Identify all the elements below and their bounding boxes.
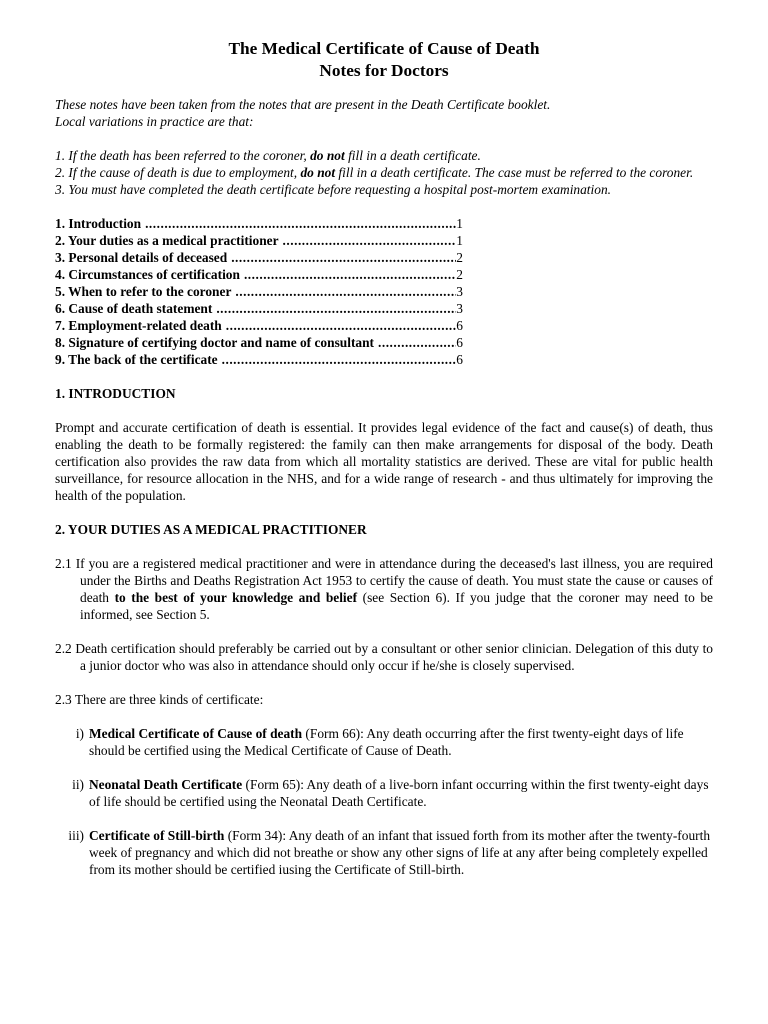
paragraph-2-2: 2.2 Death certification should preferably be carried out by a consultant or other senior clinician. Delegation of this duty to a junior doctor who was also in attendance should only occur if he/she is closely supervised.: [55, 641, 713, 673]
list-marker-text: iii): [68, 828, 84, 843]
toc-leader-dots: [216, 300, 456, 317]
certificate-kind-name: Medical Certificate of Cause of death: [89, 726, 303, 741]
toc-entry-employment[interactable]: [55, 317, 463, 334]
paragraph-2-3: 2.3 There are three kinds of certificate:: [55, 692, 264, 707]
toc-leader-dots: [145, 215, 456, 232]
table-of-contents: [55, 215, 463, 368]
notes-item-3: 3. You must have completed the death certificate before requesting a hospital post-mortem examination.: [55, 182, 611, 197]
toc-leader-dots: [226, 317, 457, 334]
notes-item-1-text-a: 1. If the death has been referred to the coroner,: [55, 148, 311, 163]
paragraph-2-1-text-c: (see Section 6). If you judge that the coroner may need to be informed, see Section 5.: [80, 590, 713, 622]
toc-entry-duties[interactable]: [55, 232, 463, 249]
certificate-kind-name: Neonatal Death Certificate: [89, 777, 243, 792]
notes-line-1: These notes have been taken from the notes that are present in the Death Certificate booklet.: [55, 97, 551, 112]
certificate-kind-still-birth: [55, 827, 713, 878]
notes-item-2-emphasis: do not: [300, 165, 336, 180]
section-1-body: Prompt and accurate certification of death is essential. It provides legal evidence of the fact and cause(s) of death, thus enabling the death to be formally registered: the family can then make arrangements for disposal of the body. Death certification also provides the raw data from which all mortality statistics are derived. These are vital for public health surveillance, for resource allocation in the NHS, and for a wide range of research - and thus ultimately for improving the health of the population.: [55, 420, 713, 503]
notes-item-1: [55, 147, 713, 164]
certificate-kind-description: (Form 66): Any death occurring after the first twenty-eight days of life should be certified using the Medical Certificate of Cause of Death.: [89, 726, 684, 758]
toc-page-number: 2: [456, 250, 463, 265]
paragraph-2-1: [55, 555, 713, 623]
certificate-kind-description: (Form 34): Any death of an infant that issued forth from its mother after the twenty-fourth week of pregnancy and which did not breathe or show any other signs of life at any after being completely expelled from its mother should be certified iusing the Certificate of Still-birth.: [89, 828, 711, 877]
toc-leader-dots: [244, 266, 456, 283]
toc-label: 5. When to refer to the coroner: [55, 284, 232, 299]
list-marker: [55, 725, 84, 759]
toc-label: 3. Personal details of deceased: [55, 250, 228, 265]
list-marker: [55, 827, 84, 878]
title-line-2: Notes for Doctors: [319, 61, 449, 80]
toc-page-number: 6: [456, 335, 463, 350]
certificate-kind-neonatal: [55, 776, 713, 810]
paragraph-2-1-emphasis: to the best of your knowledge and belief: [114, 590, 358, 605]
toc-label: 2. Your duties as a medical practitioner: [55, 233, 279, 248]
toc-label: 7. Employment-related death: [55, 318, 222, 333]
toc-label: 4. Circumstances of certification: [55, 267, 240, 282]
paragraph-2-1-text-a: 2.1 If you are a registered medical practitioner and were in attendance during the deceased's last illness, you are required under the Births and Deaths Registration Act 1953 to certify the cause of death. You must state the cause or causes of death: [55, 556, 713, 605]
title-line-1: The Medical Certificate of Cause of Death: [228, 39, 540, 58]
list-marker-text: i): [75, 726, 84, 741]
toc-leader-dots: [231, 249, 456, 266]
toc-page-number: 3: [456, 301, 463, 316]
toc-page-number: 2: [456, 267, 463, 282]
notes-item-1-text-c: fill in a death certificate.: [344, 148, 481, 163]
notes-line-2: Local variations in practice are that:: [55, 114, 254, 129]
toc-page-number: 6: [456, 352, 463, 367]
toc-leader-dots: [235, 283, 456, 300]
toc-label: 9. The back of the certificate: [55, 352, 218, 367]
toc-entry-introduction[interactable]: [55, 215, 463, 232]
toc-leader-dots: [378, 334, 456, 351]
toc-label: 6. Cause of death statement: [55, 301, 213, 316]
toc-entry-cause-of-death[interactable]: [55, 300, 463, 317]
notes-item-2-text-a: 2. If the cause of death is due to employment,: [55, 165, 301, 180]
toc-page-number: 1: [456, 216, 463, 231]
toc-entry-coroner[interactable]: [55, 283, 463, 300]
section-2-heading: 2. YOUR DUTIES AS A MEDICAL PRACTITIONER: [55, 522, 367, 537]
local-variations-notes: [55, 96, 713, 198]
toc-page-number: 3: [456, 284, 463, 299]
certificate-kind-name: Certificate of Still-birth: [89, 828, 225, 843]
document-title: [55, 38, 713, 82]
toc-entry-signature[interactable]: [55, 334, 463, 351]
notes-item-2: [55, 164, 713, 181]
toc-page-number: 1: [456, 233, 463, 248]
notes-item-2-text-c: fill in a death certificate. The case must be referred to the coroner.: [335, 165, 694, 180]
certificate-kind-medical: [55, 725, 713, 759]
certificate-kind-description: (Form 65): Any death of a live-born infant occurring within the first twenty-eight days of life should be certified using the Neonatal Death Certificate.: [89, 777, 709, 809]
notes-item-1-emphasis: do not: [310, 148, 345, 163]
toc-label: 1. Introduction: [55, 216, 142, 231]
certificate-kind-text: [84, 725, 713, 759]
toc-page-number: 6: [456, 318, 463, 333]
toc-leader-dots: [283, 232, 457, 249]
toc-entry-personal-details[interactable]: [55, 249, 463, 266]
section-1-heading: 1. INTRODUCTION: [55, 386, 176, 401]
certificate-kind-text: [84, 827, 713, 878]
toc-entry-back[interactable]: [55, 351, 463, 368]
list-marker: [55, 776, 84, 810]
list-marker-text: ii): [72, 777, 84, 792]
certificate-kind-text: [84, 776, 713, 810]
toc-label: 8. Signature of certifying doctor and name of consultant: [55, 335, 375, 350]
toc-leader-dots: [222, 351, 457, 368]
toc-entry-circumstances[interactable]: [55, 266, 463, 283]
